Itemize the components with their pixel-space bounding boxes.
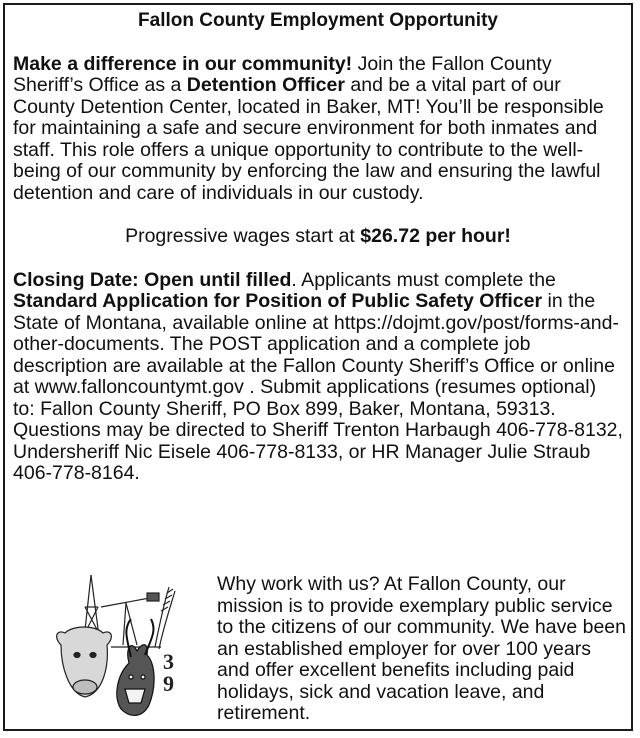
apply-text-2: in the State of Montana, available online at https://dojmt.gov/post/forms-and-other-documents. The POST application and a complete job description are available at the Fallon County Sheriff’s Office or online at www.falloncountymt.gov . Submit applications (resumes optional) to: Fallon County Sheriff, PO Box 899, Baker, Montana, 59313. Questions may be directed to Sheriff Trenton Harbaugh 406-778-8132, Undersheriff Nic Eisele 406-778-8133, or HR Manager Julie Straub 406-778-8164. xyxy=(13,290,623,484)
job-ad xyxy=(3,3,633,731)
apply-text-1: . Applicants must complete the xyxy=(291,268,556,291)
intro-text-2: and be a vital part of our County Detention Center, located in Baker, MT! You’ll be responsible for maintaining a safe and secure environment for both inmates and staff. This role offers a unique opportunity to contribute to the well-being of our community by enforcing the law and ensuring the lawful detention and care of individuals in our custody. xyxy=(13,74,604,204)
wage-line xyxy=(13,226,623,248)
wage-amount: $26.72 per hour! xyxy=(360,225,511,247)
county-emblem-icon xyxy=(51,567,201,725)
ad-title: Fallon County Employment Opportunity xyxy=(138,10,498,31)
intro-paragraph xyxy=(13,54,623,205)
why-work-paragraph: Why work with us? At Fallon County, our mission is to provide exemplary public service to the citizens of our community. We have been an established employer for over 100 years and offer excellent benefits including paid holidays, sick and vacation leave, and retirement. xyxy=(217,573,626,724)
intro-lead: Make a difference in our community! xyxy=(13,52,353,75)
application-form-name: Standard Application for Position of Public Safety Officer xyxy=(13,290,543,312)
closing-date: Closing Date: Open until filled xyxy=(13,268,292,291)
wage-text: Progressive wages start at xyxy=(125,225,361,247)
role-title: Detention Officer xyxy=(186,74,345,96)
application-paragraph xyxy=(13,270,623,485)
intro-text-1: Join the Fallon County Sheriff’s Office as a xyxy=(13,52,552,96)
emblem-brand-number: 3 9 xyxy=(163,649,174,696)
bottom-section xyxy=(5,567,631,727)
